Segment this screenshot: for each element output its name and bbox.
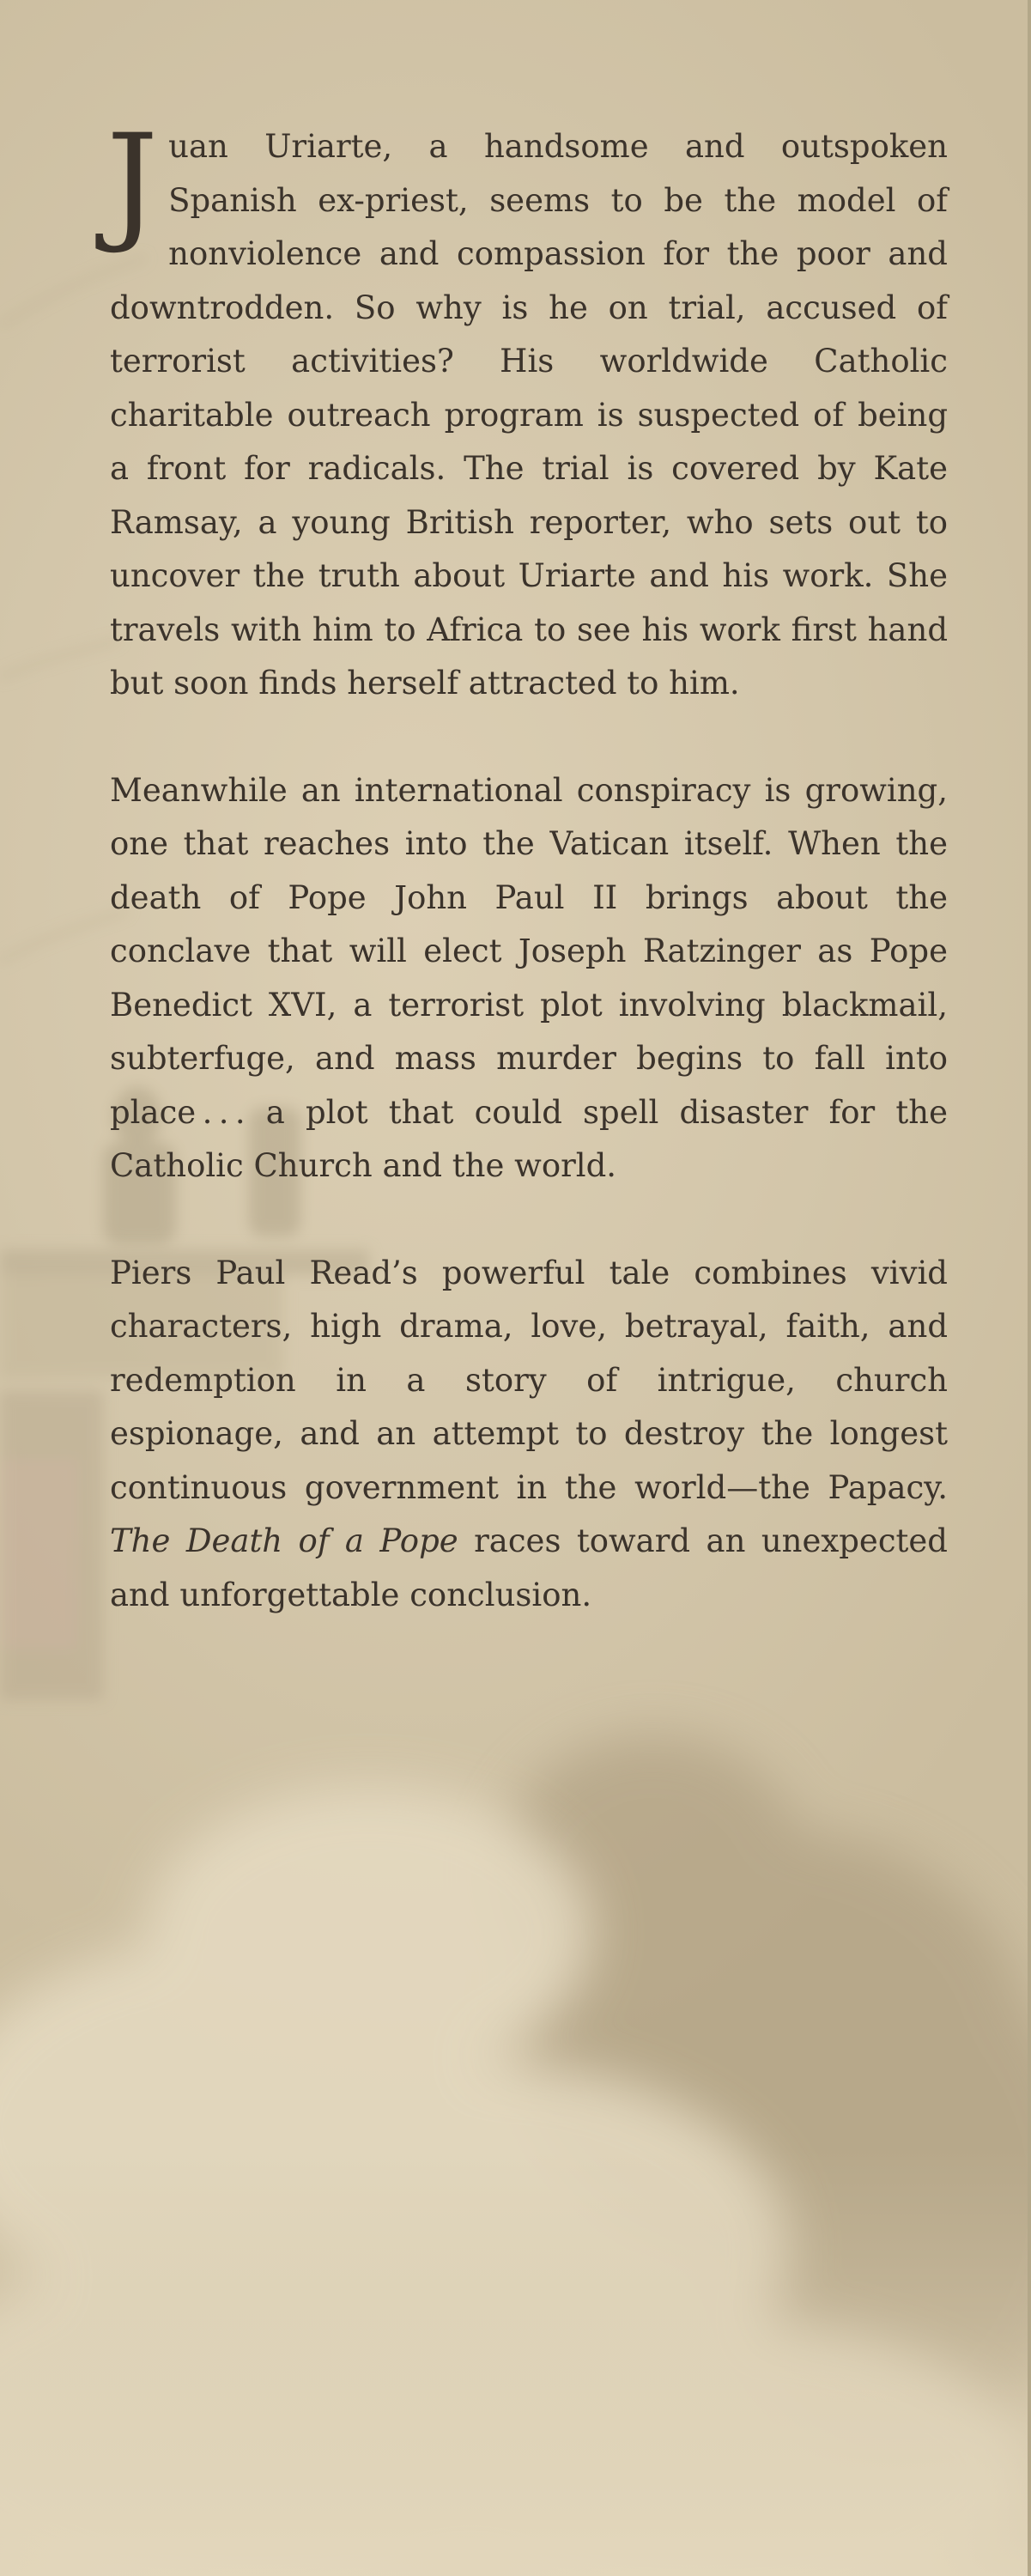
paragraph-3 <box>110 1247 948 1623</box>
paragraph-3-text-after: races toward an unexpected and unforgettable conclusion. <box>110 1522 948 1613</box>
paragraph-2 <box>110 764 948 1194</box>
page-edge <box>1028 0 1031 2576</box>
paragraph-1-text: uan Uriarte, a handsome and outspoken Spanish ex-priest, seems to be the model of nonviolence and compassion for the poor and downtrodden. So why is he on trial, accused of terrorist activities? His worldwide Catholic charitable outreach program is suspected of being a front for radicals. The trial is covered by Kate Ramsay, a young British reporter, who sets out to uncover the truth about Uriarte and his work. She travels with him to Africa to see his work first hand but soon finds herself attracted to him. <box>110 128 948 702</box>
paragraph-1 <box>106 107 948 711</box>
flap-copy <box>106 107 948 1675</box>
drop-cap: J <box>106 107 159 257</box>
paragraph-2-text: Meanwhile an international conspiracy is growing, one that reaches into the Vatican itself. When the death of Pope John Paul II brings about the conclave that will elect Joseph Ratzinger as Pope Benedict XVI, a terrorist plot involving blackmail, subterfuge, and mass murder begins to fall into place . . . a plot that could spell disaster for the Catholic Church and the world. <box>110 771 948 1184</box>
paragraph-3-text-before: Piers Paul Read’s powerful tale combines vivid characters, high drama, love, betrayal, faith, and redemption in a story of intrigue, church espionage, and an attempt to destroy the longest continuous government in the world—the Papacy. <box>110 1254 948 1506</box>
book-title: The Death of a Pope <box>110 1522 458 1559</box>
bottom-haze <box>0 2147 1031 2576</box>
